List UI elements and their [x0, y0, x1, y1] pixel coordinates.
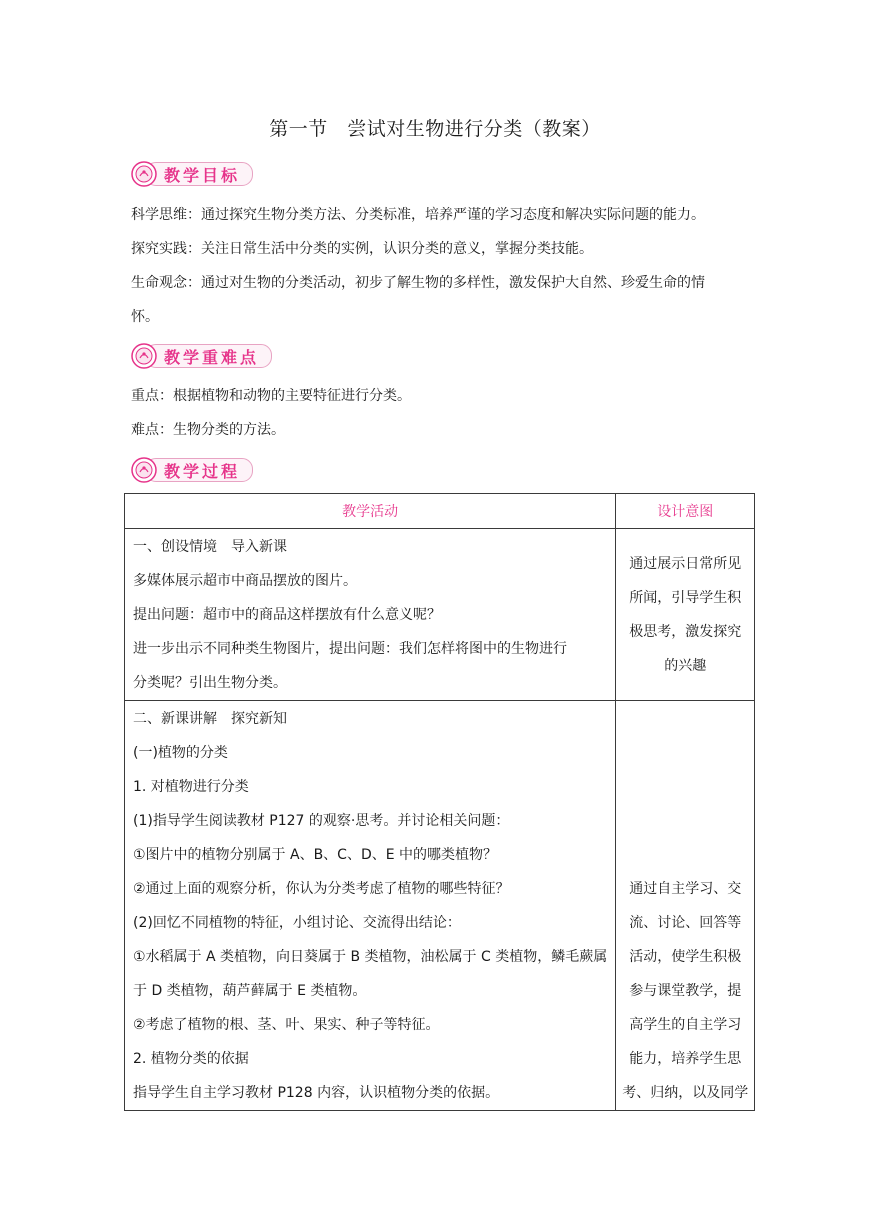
- section-badge-process: [131, 457, 253, 483]
- section-badge-keypoints: [131, 343, 272, 369]
- intent-line: 所闻，引导学生积: [629, 589, 742, 606]
- goal-line: 怀。: [131, 309, 159, 325]
- intent-cell: [616, 701, 755, 1111]
- activity-line: (一)植物的分类: [133, 745, 228, 761]
- activity-line: ②通过上面的观察分析，你认为分类考虑了植物的哪些特征？: [133, 881, 510, 897]
- activity-line: 提出问题：超市中的商品这样摆放有什么意义呢？: [133, 607, 441, 623]
- activity-cell: [125, 529, 616, 701]
- activity-line: ①图片中的植物分别属于 A、B、C、D、E 中的哪类植物？: [133, 847, 498, 863]
- activity-line: 多媒体展示超市中商品摆放的图片。: [133, 573, 357, 589]
- target-icon: [131, 457, 157, 483]
- table-row: [125, 529, 755, 701]
- header-activity: 教学活动: [125, 494, 616, 529]
- target-icon: [131, 161, 157, 187]
- activity-line: 2. 植物分类的依据: [133, 1051, 249, 1067]
- target-icon: [131, 343, 157, 369]
- activity-line: 于 D 类植物，葫芦藓属于 E 类植物。: [133, 983, 367, 999]
- intent-line: 极思考，激发探究: [629, 623, 742, 640]
- activity-line: (1)指导学生阅读教材 P127 的观察·思考。并讨论相关问题：: [133, 813, 510, 829]
- goal-line: 生命观念：通过对生物的分类活动，初步了解生物的多样性，激发保护大自然、珍爱生命的情: [131, 275, 705, 291]
- intent-line: 通过展示日常所见: [629, 555, 742, 572]
- goals-text: [131, 198, 751, 334]
- section-title-goals: 教学目标: [145, 162, 253, 186]
- intent-cell: [616, 529, 755, 701]
- goal-line: 探究实践：关注日常生活中分类的实例，认识分类的意义，掌握分类技能。: [131, 241, 593, 257]
- keypoints-text: [131, 379, 751, 447]
- section-title-keypoints: 教学重难点: [145, 344, 272, 368]
- intent-line: 考、归纳，以及同学: [622, 1085, 749, 1101]
- activity-line: ①水稻属于 A 类植物，向日葵属于 B 类植物，油松属于 C 类植物，鳞毛蕨属: [133, 949, 608, 965]
- header-intent: 设计意图: [616, 494, 755, 529]
- activity-line: 二、新课讲解 探究新知: [133, 711, 287, 727]
- table-row: [125, 701, 755, 1111]
- activity-line: 一、创设情境 导入新课: [133, 539, 287, 555]
- activity-line: (2)回忆不同植物的特征，小组讨论、交流得出结论：: [133, 915, 461, 931]
- intent-line: 的兴趣: [664, 657, 707, 674]
- process-table: [124, 493, 755, 1111]
- keypoint-line: 难点：生物分类的方法。: [131, 422, 285, 438]
- intent-line: 能力，培养学生思: [629, 1051, 742, 1067]
- intent-line: 活动，使学生积极: [629, 949, 742, 965]
- activity-line: 进一步出示不同种类生物图片，提出问题：我们怎样将图中的生物进行: [133, 641, 567, 657]
- activity-line: ②考虑了植物的根、茎、叶、果实、种子等特征。: [133, 1017, 440, 1033]
- section-title-process: 教学过程: [145, 458, 253, 482]
- intent-line: 高学生的自主学习: [629, 1017, 742, 1033]
- goal-line: 科学思维：通过探究生物分类方法、分类标准，培养严谨的学习态度和解决实际问题的能力。: [131, 207, 705, 223]
- intent-line: 参与课堂教学，提: [629, 983, 742, 999]
- table-header-row: [125, 494, 755, 529]
- activity-line: 分类呢？引出生物分类。: [133, 675, 287, 691]
- intent-line: 通过自主学习、交: [629, 881, 742, 897]
- activity-line: 1. 对植物进行分类: [133, 779, 249, 795]
- activity-line: 指导学生自主学习教材 P128 内容，认识植物分类的依据。: [133, 1085, 500, 1101]
- page-title: 第一节 尝试对生物进行分类（教案）: [269, 118, 601, 140]
- keypoint-line: 重点：根据植物和动物的主要特征进行分类。: [131, 388, 411, 404]
- intent-line: 流、讨论、回答等: [629, 915, 742, 931]
- section-badge-goals: [131, 161, 253, 187]
- activity-cell: [125, 701, 616, 1111]
